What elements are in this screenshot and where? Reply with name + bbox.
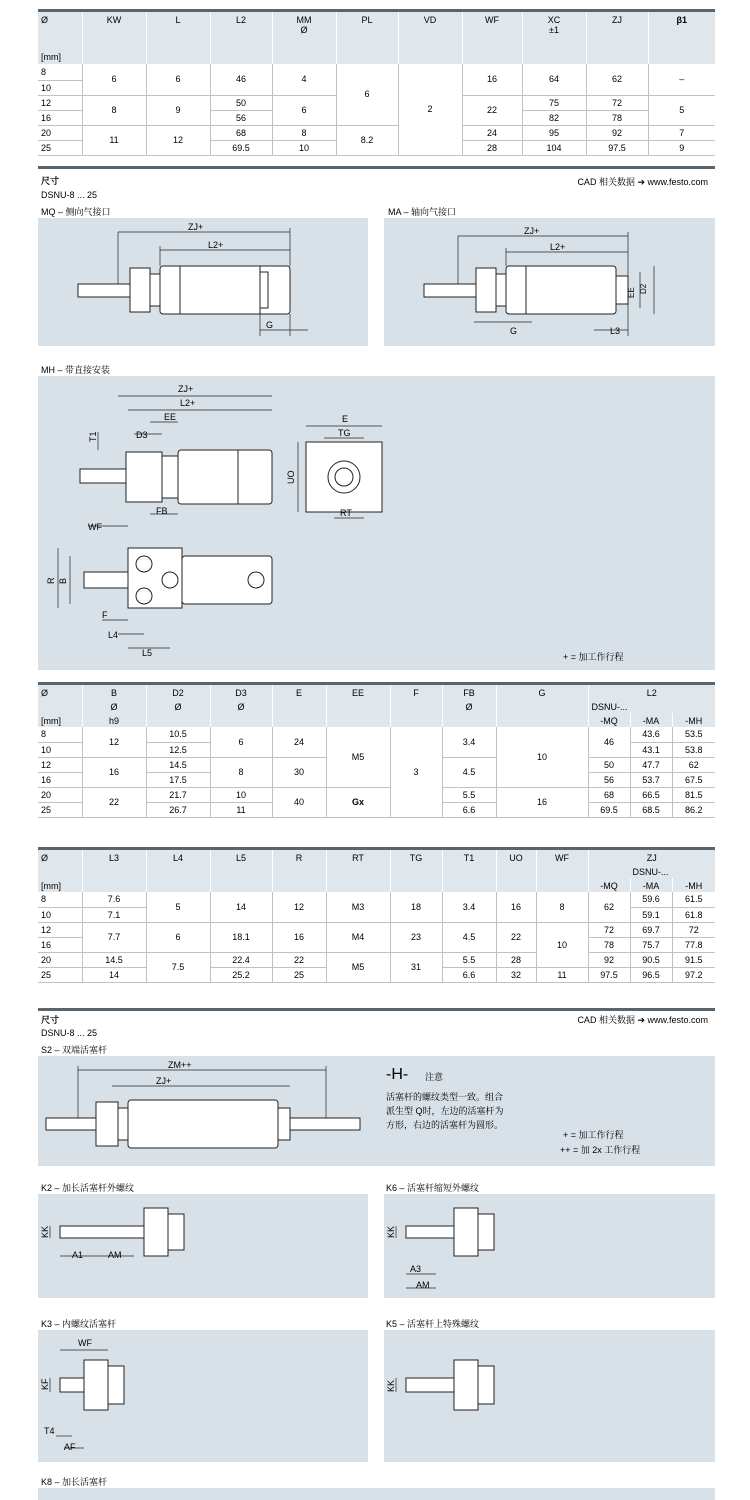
s2-drawing: [38, 1056, 378, 1166]
dim-b: B: [58, 577, 68, 584]
cell: 69.5: [588, 802, 630, 817]
dim-ee: EE: [627, 287, 636, 298]
cell: 16: [272, 922, 326, 952]
dim-l4: L4: [108, 630, 119, 640]
note-line: 活塞杆的螺纹类型一致。组合: [386, 1092, 504, 1102]
cell: 23: [390, 922, 442, 952]
col-b: B: [82, 685, 146, 699]
cell: M4: [326, 922, 390, 952]
col-diameter: Ø: [38, 850, 82, 864]
dim-kk: KK: [40, 1225, 50, 1238]
col-l: L: [146, 12, 210, 38]
cell: 4: [272, 64, 336, 95]
dim-a1: A1: [72, 1250, 84, 1260]
col-xc: XC ±1: [522, 12, 586, 38]
unit-label: [mm]: [38, 713, 82, 727]
table-dimensions-1: [38, 12, 715, 156]
cell: 5: [648, 95, 715, 125]
col-l2: L2: [588, 685, 715, 699]
section-title: 尺寸: [41, 1015, 60, 1025]
cell: Gx: [326, 787, 390, 817]
cell: 96.5: [630, 967, 672, 982]
cell: 8: [210, 757, 272, 787]
size-cell: 8: [38, 892, 82, 907]
cell: 6: [336, 64, 398, 125]
col-ee: EE: [326, 685, 390, 699]
cell: 90.5: [630, 952, 672, 967]
dim-rt: RT: [340, 508, 352, 518]
cell: 77.8: [672, 937, 715, 952]
cell: 10: [496, 727, 588, 787]
cell: 62: [672, 757, 715, 772]
k3-drawing: [38, 1330, 238, 1462]
cell: 50: [210, 95, 272, 110]
cell: 82: [522, 110, 586, 125]
cell: 4.5: [442, 757, 496, 787]
note-line: 派生型 Q时，左边的活塞杆为: [386, 1106, 504, 1116]
cell: 8: [272, 125, 336, 140]
note-h-icon: -H-: [386, 1066, 409, 1083]
table-dimensions-2: [38, 685, 715, 818]
dim-af: AF: [64, 1442, 76, 1452]
cell: 18.1: [210, 922, 272, 952]
dim-d2: D2: [639, 283, 648, 294]
dim-ee: EE: [164, 412, 177, 422]
cell: 40: [272, 787, 326, 817]
cell: 6: [82, 64, 146, 95]
cell: 28: [496, 952, 536, 967]
dim-zj: ZJ+: [188, 222, 204, 232]
cell: 6.6: [442, 967, 496, 982]
cad-link[interactable]: CAD 相关数据 ➔ www.festo.com: [577, 1015, 708, 1025]
cad-link[interactable]: CAD 相关数据 ➔ www.festo.com: [577, 177, 708, 187]
cell: 25.2: [210, 967, 272, 982]
cell: 22: [82, 787, 146, 817]
size-cell: 20: [38, 125, 82, 140]
cell: 66.5: [630, 787, 672, 802]
cell: 91.5: [672, 952, 715, 967]
cell: 8: [536, 892, 588, 922]
cell: 4.5: [442, 922, 496, 952]
dim-l2: L2+: [208, 240, 224, 250]
cell: 64: [522, 64, 586, 95]
cell: 21.7: [146, 787, 210, 802]
dim-tg: TG: [338, 428, 351, 438]
col-wf: WF: [536, 850, 588, 864]
sub: Ø: [210, 699, 272, 713]
size-cell: 12: [38, 922, 82, 937]
dim-l3: L3: [610, 326, 621, 336]
cell: 3.4: [442, 727, 496, 757]
cell: 92: [586, 125, 648, 140]
sub: h9: [82, 713, 146, 727]
cell: 16: [496, 892, 536, 922]
dim-wf: WF: [88, 522, 102, 532]
dim-e: E: [342, 414, 349, 424]
cell: 53.8: [672, 742, 715, 757]
mq-label: MQ – 侧向气接口: [41, 207, 111, 217]
dim-kk: KK: [386, 1225, 396, 1238]
note-title: 注意: [425, 1072, 444, 1082]
cell: 6.6: [442, 802, 496, 817]
k6-drawing: [384, 1194, 584, 1298]
cell: 14: [210, 892, 272, 922]
cell: 10: [536, 922, 588, 967]
col-diameter: Ø: [38, 12, 82, 38]
size-cell: 20: [38, 787, 82, 802]
col-diameter: Ø: [38, 685, 82, 699]
section-title: 尺寸: [41, 176, 60, 186]
k5-label: K5 – 活塞杆上特殊螺纹: [386, 1319, 480, 1329]
cell: 47.7: [630, 757, 672, 772]
cell: 14.5: [82, 952, 146, 967]
cell: 5: [146, 892, 210, 922]
dim-zj: ZJ+: [156, 1076, 172, 1086]
col-wf: WF: [462, 12, 522, 38]
unit-label: [mm]: [38, 38, 82, 64]
series-label: DSNU-8 ... 25: [41, 190, 98, 200]
dim-zm: ZM++: [168, 1060, 192, 1070]
size-cell: 20: [38, 952, 82, 967]
mq-drawing: [38, 218, 368, 346]
cell: 14.5: [146, 757, 210, 772]
sub: -MA: [630, 713, 672, 727]
cell: 32: [496, 967, 536, 982]
size-cell: 12: [38, 95, 82, 110]
k3-label: K3 – 内螺纹活塞杆: [41, 1319, 117, 1329]
cell: 78: [586, 110, 648, 125]
cell: 46: [588, 727, 630, 757]
col-zj: ZJ: [588, 850, 715, 864]
cell: 18: [390, 892, 442, 922]
cell: 31: [390, 952, 442, 982]
cell: 72: [588, 922, 630, 937]
size-cell: 8: [38, 64, 82, 80]
cell: 104: [522, 140, 586, 155]
unit-label: [mm]: [38, 878, 82, 892]
col-vd: VD: [398, 12, 462, 38]
size-cell: 25: [38, 802, 82, 817]
cell: 69.5: [210, 140, 272, 155]
cell: 46: [210, 64, 272, 95]
col-pl: PL: [336, 12, 398, 38]
cell: 8: [82, 95, 146, 125]
dim-kf: KF: [40, 1378, 50, 1390]
cell: 11: [536, 967, 588, 982]
cell: 26.7: [146, 802, 210, 817]
col-d2: D2: [146, 685, 210, 699]
sub: -MQ: [588, 713, 630, 727]
col-mm: MM Ø: [272, 12, 336, 38]
cell: 97.2: [672, 967, 715, 982]
cell: 6: [146, 64, 210, 95]
cell: 56: [210, 110, 272, 125]
cell: 50: [588, 757, 630, 772]
size-cell: 25: [38, 140, 82, 155]
cell: 75.7: [630, 937, 672, 952]
cell: 30: [272, 757, 326, 787]
cell: 97.5: [586, 140, 648, 155]
dim-f: F: [102, 610, 108, 620]
col-b1: β1: [648, 12, 715, 38]
cell: 59.1: [630, 907, 672, 922]
cell: 8.2: [336, 125, 398, 155]
cell: 10: [272, 140, 336, 155]
dim-l5: L5: [142, 648, 153, 658]
cell: 95: [522, 125, 586, 140]
cell: 7.5: [146, 952, 210, 982]
col-d3: D3: [210, 685, 272, 699]
cell: 7.6: [82, 892, 146, 907]
dim-am: AM: [108, 1250, 122, 1260]
cell: 62: [588, 892, 630, 922]
cell: 53.7: [630, 772, 672, 787]
dim-t1: T1: [88, 431, 98, 442]
mh-label: MH – 带直接安装: [41, 365, 111, 375]
dim-g: G: [510, 326, 518, 336]
cell: 10.5: [146, 727, 210, 742]
cell: 53.5: [672, 727, 715, 742]
cell: 6: [210, 727, 272, 757]
cell: 17.5: [146, 772, 210, 787]
sub: DSNU-...: [588, 864, 715, 878]
cell: 3.4: [442, 892, 496, 922]
size-cell: 12: [38, 757, 82, 772]
size-cell: 8: [38, 727, 82, 742]
cell: 5.5: [442, 952, 496, 967]
col-kw: KW: [82, 12, 146, 38]
k2-label: K2 – 加长活塞杆外螺纹: [41, 1183, 135, 1193]
legend-plusplus: ++ = 加 2x 工作行程: [560, 1145, 641, 1155]
size-cell: 10: [38, 907, 82, 922]
cell: 22: [462, 95, 522, 125]
dim-am: AM: [416, 1280, 430, 1290]
cell: 61.8: [672, 907, 715, 922]
cell: M5: [326, 952, 390, 982]
series-label: DSNU-8 ... 25: [41, 1028, 98, 1038]
cell: 25: [272, 967, 326, 982]
cell: M5: [326, 727, 390, 787]
dim-g: G: [266, 320, 274, 330]
cell: 72: [672, 922, 715, 937]
col-fb: FB: [442, 685, 496, 699]
cell: 68: [588, 787, 630, 802]
cell: 43.6: [630, 727, 672, 742]
cell: 59.6: [630, 892, 672, 907]
sub: -MH: [672, 878, 715, 892]
cell: 16: [462, 64, 522, 95]
sub: -MH: [672, 713, 715, 727]
table-dimensions-3: [38, 850, 715, 983]
cell: 5.5: [442, 787, 496, 802]
size-cell: 16: [38, 937, 82, 952]
cell: 67.5: [672, 772, 715, 787]
cell: 81.5: [672, 787, 715, 802]
ma-drawing: [384, 218, 715, 346]
cell: 7.7: [82, 922, 146, 952]
cell: 11: [82, 125, 146, 155]
cell: 2: [398, 64, 462, 155]
mh-drawing: [38, 376, 715, 670]
cell: 6: [272, 95, 336, 125]
sub: DSNU-...: [588, 699, 715, 713]
dim-wf: WF: [78, 1338, 92, 1348]
dim-l2: L2+: [180, 398, 196, 408]
cell: 12: [82, 727, 146, 757]
col-r: R: [272, 850, 326, 864]
cell: 69.7: [630, 922, 672, 937]
cell: 10: [210, 787, 272, 802]
col-t1: T1: [442, 850, 496, 864]
k6-label: K6 – 活塞杆缩短外螺纹: [386, 1183, 480, 1193]
col-uo: UO: [496, 850, 536, 864]
sub: Ø: [442, 699, 496, 713]
dim-uo: UO: [286, 470, 296, 484]
size-cell: 16: [38, 772, 82, 787]
sub: Ø: [82, 699, 146, 713]
cell: 62: [586, 64, 648, 95]
cell: 56: [588, 772, 630, 787]
dim-r: R: [46, 577, 56, 584]
col-zj: ZJ: [586, 12, 648, 38]
cell: 9: [648, 140, 715, 155]
cell: 14: [82, 967, 146, 982]
col-e: E: [272, 685, 326, 699]
cell: 12: [146, 125, 210, 155]
cell: 28: [462, 140, 522, 155]
size-cell: 16: [38, 110, 82, 125]
k5-drawing: [384, 1330, 584, 1462]
cell: 16: [82, 757, 146, 787]
cell: 78: [588, 937, 630, 952]
cell: 72: [586, 95, 648, 110]
cell: 3: [390, 727, 442, 817]
cell: 6: [146, 922, 210, 952]
dim-l2: L2+: [550, 242, 566, 252]
cell: 12.5: [146, 742, 210, 757]
ma-label: MA – 轴向气接口: [388, 207, 457, 217]
cell: 16: [496, 787, 588, 817]
cell: 9: [146, 95, 210, 125]
note-text: [386, 1090, 566, 1132]
dim-a3: A3: [410, 1264, 422, 1274]
note-line: 方形，右边的活塞杆为圆形。: [386, 1120, 504, 1130]
cell: 75: [522, 95, 586, 110]
k2-drawing: [38, 1194, 238, 1298]
cell: 43.1: [630, 742, 672, 757]
cell: 68.5: [630, 802, 672, 817]
sub: Ø: [146, 699, 210, 713]
dim-t4: T4: [44, 1426, 55, 1436]
col-tg: TG: [390, 850, 442, 864]
dim-d3: D3: [136, 430, 148, 440]
col-g: G: [496, 685, 588, 699]
cell: M3: [326, 892, 390, 922]
legend-plus: + = 加工作行程: [563, 1130, 624, 1140]
cell: 86.2: [672, 802, 715, 817]
legend-plus: + = 加工作行程: [563, 652, 624, 662]
cell: 12: [272, 892, 326, 922]
cell: 7.1: [82, 907, 146, 922]
size-cell: 10: [38, 742, 82, 757]
cell: 68: [210, 125, 272, 140]
cell: 7: [648, 125, 715, 140]
col-l5: L5: [210, 850, 272, 864]
cell: 11: [210, 802, 272, 817]
cell: 24: [462, 125, 522, 140]
col-l4: L4: [146, 850, 210, 864]
cell: 22: [496, 922, 536, 952]
cell: 92: [588, 952, 630, 967]
size-cell: 25: [38, 967, 82, 982]
sub: -MA: [630, 878, 672, 892]
cell: 22: [272, 952, 326, 967]
col-l2: L2: [210, 12, 272, 38]
cell: 61.5: [672, 892, 715, 907]
cell: 22.4: [210, 952, 272, 967]
col-f: F: [390, 685, 442, 699]
size-cell: 10: [38, 80, 82, 95]
dim-zj: ZJ+: [524, 226, 540, 236]
col-l3: L3: [82, 850, 146, 864]
cell: 24: [272, 727, 326, 757]
cell: 97.5: [588, 967, 630, 982]
sub: -MQ: [588, 878, 630, 892]
col-rt: RT: [326, 850, 390, 864]
s2-label: S2 – 双端活塞杆: [41, 1045, 108, 1055]
dim-fb: FB: [156, 506, 168, 516]
cell: –: [648, 64, 715, 95]
panel-k8: [38, 1488, 715, 1500]
dim-kk: KK: [386, 1379, 396, 1392]
dim-zj: ZJ+: [178, 384, 194, 394]
k8-label: K8 – 加长活塞杆: [41, 1477, 108, 1487]
